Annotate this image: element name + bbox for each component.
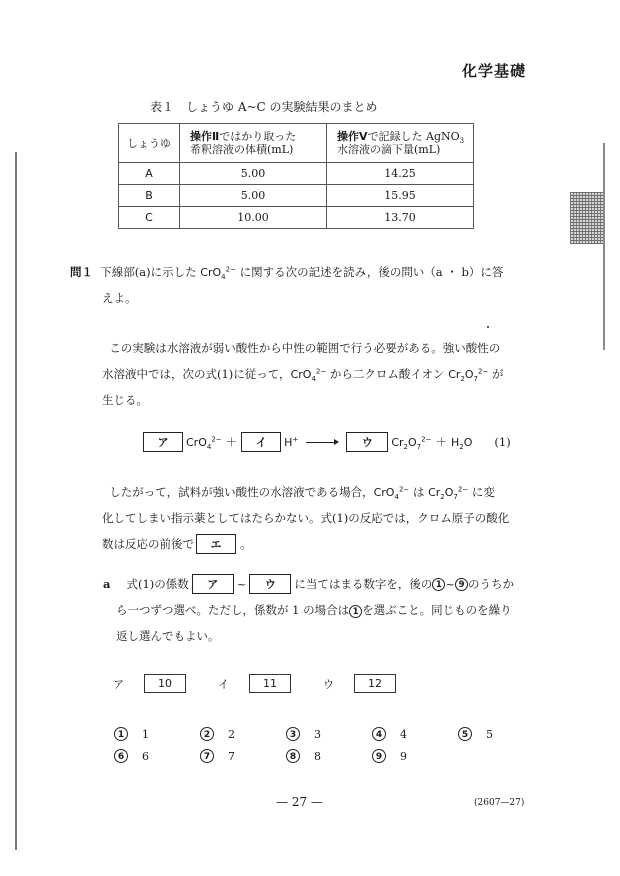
option[interactable] <box>458 727 544 741</box>
circled-number-icon: 6 <box>114 749 128 763</box>
followup-line3-a: 数は反応の前後で <box>102 537 194 551</box>
eq-plus: ＋ <box>435 435 447 449</box>
chem-dichromate <box>428 485 469 502</box>
chem-sup: 2− <box>211 434 222 443</box>
chem-sup: 2− <box>421 434 432 443</box>
body-line1-text: この実験は水溶液が弱い酸性から中性の範囲で行う必要がある。強い酸性の <box>109 341 501 355</box>
chem-base: CrO <box>290 368 312 381</box>
body-line3: 生じる。 <box>102 393 148 407</box>
question-intro-line2: えよ。 <box>102 291 137 305</box>
option[interactable] <box>200 727 286 741</box>
chem-base: H <box>450 435 460 449</box>
option[interactable] <box>286 727 372 741</box>
body-line1 <box>102 335 500 361</box>
answer-item <box>113 674 186 693</box>
chem-chromate-base: CrO <box>200 266 222 279</box>
followup-line3 <box>102 531 252 557</box>
circled-number-icon: 9 <box>455 578 468 591</box>
part-a-line1 <box>103 571 514 597</box>
chem-base: Cr <box>448 368 461 381</box>
header-titrant <box>327 124 474 163</box>
option-value: 4 <box>400 727 407 741</box>
option-value: 3 <box>314 727 321 741</box>
chem-base: O <box>464 368 474 381</box>
answer-box[interactable]: 12 <box>354 674 396 693</box>
followup-line1-b: は <box>409 485 429 499</box>
blank-u-ref[interactable]: ウ <box>249 574 291 594</box>
circled-number-icon: 4 <box>372 727 386 741</box>
range-tilde: ~ <box>236 577 247 591</box>
header-volume-line2: 希釈溶液の体積(mL) <box>190 143 294 156</box>
circled-number-icon: 5 <box>458 727 472 741</box>
page-code: (2607—27) <box>474 798 525 808</box>
answer-box[interactable]: 10 <box>144 674 186 693</box>
answer-box[interactable]: 11 <box>249 674 291 693</box>
chem-base: O <box>444 486 454 499</box>
header-volume-line1: ではかり取った <box>219 130 297 143</box>
table-row <box>119 163 474 185</box>
edge-index-mark <box>570 192 603 244</box>
option[interactable] <box>372 749 458 763</box>
part-a-label: a <box>103 577 111 591</box>
chem-sub: 4 <box>221 273 226 282</box>
volume-cell: 5.00 <box>180 163 327 185</box>
chem-base: O <box>408 435 417 449</box>
chem-sup: 2− <box>398 485 410 494</box>
volume-cell: 5.00 <box>180 185 327 207</box>
part-a-line2-a: ら一つずつ選べ。ただし，係数が 1 の場合は <box>116 603 350 617</box>
option-value: 1 <box>142 727 149 741</box>
row-label: A <box>119 163 180 185</box>
header-titrant-op: 操作Ⅴ <box>337 130 368 143</box>
eq-hydrogen-ion <box>284 436 298 449</box>
body-line2-a: 水溶液中では，次の式(1)に従って， <box>102 367 291 381</box>
equation-1 <box>143 430 511 454</box>
chem-sub: 4 <box>311 375 316 384</box>
row-label: B <box>119 185 180 207</box>
chem-sub: 2 <box>440 493 445 502</box>
body-line2-c: が <box>488 367 504 381</box>
chem-base: O <box>463 435 473 449</box>
followup-line1-c: に変 <box>468 485 495 499</box>
option[interactable] <box>200 749 286 763</box>
table-row <box>119 185 474 207</box>
chem-sub: 4 <box>206 442 212 451</box>
blank-i[interactable]: イ <box>241 432 281 452</box>
chem-chromate <box>290 367 327 384</box>
chem-base: CrO <box>373 486 395 499</box>
chem-base: H <box>284 435 293 449</box>
intro-text-b: に関する次の記述を読み，後の問い（a ・ b）に答 <box>235 265 504 279</box>
equation-label: (1) <box>494 435 511 449</box>
chem-sub: 7 <box>416 442 422 451</box>
range-tilde: ~ <box>445 577 456 591</box>
options-row <box>114 745 544 767</box>
option[interactable] <box>286 749 372 763</box>
chem-sup: 2− <box>457 485 469 494</box>
option-value: 9 <box>400 749 407 763</box>
chem-base: Cr <box>391 435 404 449</box>
chem-sub: 4 <box>394 493 399 502</box>
volume-cell: 10.00 <box>180 207 327 229</box>
subject-title: 化学基礎 <box>462 62 527 80</box>
eq-dichromate <box>391 436 431 449</box>
reaction-arrow-icon <box>306 442 338 443</box>
circled-number-icon: 1 <box>432 578 445 591</box>
header-titrant-line2: 水溶液の滴下量(mL) <box>337 143 441 156</box>
eq-plus: ＋ <box>225 435 238 449</box>
circled-number-icon: 8 <box>286 749 300 763</box>
options-row <box>114 723 544 745</box>
titrant-cell: 15.95 <box>327 185 474 207</box>
eq-water <box>451 436 472 449</box>
answer-label: ア <box>113 677 124 691</box>
header-soy-sauce-text: しょうゆ <box>127 136 171 150</box>
chem-sup: 2− <box>225 265 236 274</box>
body-line2 <box>102 361 504 388</box>
table-caption: 表１ しょうゆ A~C の実験結果のまとめ <box>150 100 378 114</box>
chem-dichromate <box>448 367 489 384</box>
option-value: 5 <box>486 727 493 741</box>
page-number: — 27 — <box>276 795 323 809</box>
option-value: 6 <box>142 749 149 763</box>
part-a-line3: 返し選んでもよい。 <box>116 629 220 643</box>
header-titrant-sub: 3 <box>459 137 465 146</box>
option[interactable] <box>114 749 200 763</box>
part-a-line2-b: を選ぶこと。同じものを繰り <box>362 603 512 617</box>
answer-boxes <box>113 674 428 693</box>
circled-number-icon: 2 <box>200 727 214 741</box>
stray-dot <box>487 326 489 328</box>
blank-a-ref[interactable]: ア <box>192 574 234 594</box>
table-row <box>119 207 474 229</box>
circled-number-icon: 7 <box>200 749 214 763</box>
blank-e[interactable]: エ <box>196 534 236 554</box>
circled-number-icon: 1 <box>114 727 128 741</box>
answer-item <box>323 674 396 693</box>
part-a-line1-d: のうちか <box>468 577 515 591</box>
answer-options <box>114 723 544 767</box>
blank-a[interactable]: ア <box>143 432 183 452</box>
chem-base: Cr <box>428 486 441 499</box>
answer-label: ウ <box>323 677 334 691</box>
option-value: 2 <box>228 727 235 741</box>
left-margin-line <box>15 152 17 850</box>
header-soy-sauce <box>119 124 180 163</box>
option[interactable] <box>372 727 458 741</box>
titrant-cell: 14.25 <box>327 163 474 185</box>
blank-u[interactable]: ウ <box>346 432 388 452</box>
row-label: C <box>119 207 180 229</box>
part-a-line1-b: に当てはまる数字を，後の <box>294 577 433 591</box>
answer-label: イ <box>218 677 229 691</box>
chem-sup: + <box>292 434 299 443</box>
header-volume <box>180 124 327 163</box>
followup-line2: 化してしまい指示薬としてはたらかない。式(1)の反応では，クロム原子の酸化 <box>102 511 510 525</box>
chem-chromate <box>200 265 236 282</box>
right-margin-line <box>603 143 605 350</box>
titrant-cell: 13.70 <box>327 207 474 229</box>
followup-line1 <box>102 479 495 506</box>
chem-chromate <box>373 485 410 502</box>
option[interactable] <box>114 727 200 741</box>
chem-base: CrO <box>186 435 207 449</box>
question-intro-line1 <box>70 259 503 286</box>
chem-sub: 2 <box>403 442 408 451</box>
option-value: 8 <box>314 749 321 763</box>
body-line2-b: から二クロム酸イオン <box>326 367 449 381</box>
chem-sup: 2− <box>478 367 489 376</box>
option-value: 7 <box>228 749 235 763</box>
question-number: 問１ <box>70 265 93 279</box>
chem-sub: 7 <box>453 493 458 502</box>
chem-sub: 2 <box>459 442 464 451</box>
part-a-line2 <box>116 597 512 623</box>
answer-item <box>218 674 291 693</box>
circled-number-icon: 1 <box>349 605 362 618</box>
chem-sub: 7 <box>473 375 479 384</box>
chem-sup: 2− <box>315 367 327 376</box>
chem-sub: 2 <box>460 375 465 384</box>
circled-number-icon: 9 <box>372 749 386 763</box>
followup-line3-b: 。 <box>240 537 252 551</box>
part-a-line1-a: 式(1)の係数 <box>126 577 189 591</box>
followup-line1-a: したがって，試料が強い酸性の水溶液である場合， <box>109 485 374 499</box>
results-table <box>118 123 474 229</box>
header-volume-op: 操作Ⅱ <box>190 130 220 143</box>
intro-text-a: 下線部(a)に示した <box>100 265 201 279</box>
eq-chromate <box>186 436 222 449</box>
table-header-row <box>119 124 474 163</box>
header-titrant-line1: で記録した AgNO <box>367 130 460 143</box>
circled-number-icon: 3 <box>286 727 300 741</box>
